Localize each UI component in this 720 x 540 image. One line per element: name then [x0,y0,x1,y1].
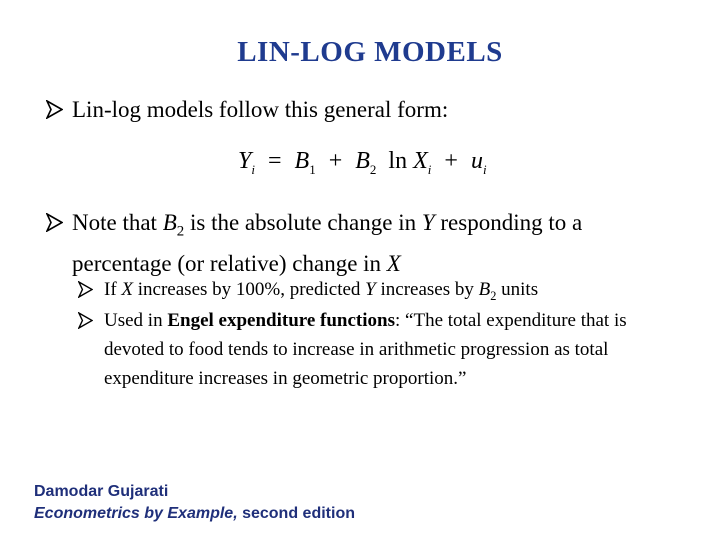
eq-b1: B [294,148,310,174]
text-run: Note that [72,210,163,235]
eq-x: X [413,148,428,174]
var-b-sub: 2 [176,223,185,240]
eq-b2: B [355,148,370,174]
text-run: units [496,279,539,300]
footer-book-title: Econometrics by Example, [34,505,238,522]
eq-plus-1: + [328,148,343,174]
var-y: Y [421,210,435,235]
eq-y: Y [238,148,252,174]
arrow-bullet-icon [78,312,95,329]
arrow-bullet-icon [46,100,63,119]
footer-citation [34,481,355,525]
bullet-text: Lin-log models follow this general form: [72,97,449,122]
var-y: Y [365,279,376,300]
var-b: B [162,210,177,235]
eq-b1-sub: 1 [309,161,316,177]
var-b-sub: 2 [490,288,497,303]
eq-u-sub: i [482,161,487,177]
text-run: is the absolute change in [184,210,422,235]
footer-author: Damodar Gujarati [34,483,169,500]
eq-ln: ln [388,148,408,174]
footer-edition: second edition [237,505,355,522]
eq-plus-2: + [444,148,458,174]
arrow-bullet-icon [78,281,95,298]
subbullet-engel [78,306,688,393]
arrow-bullet-icon [46,213,63,232]
text-run: If [104,279,122,300]
var-b: B [478,279,491,300]
text-run: responding to a percentage (or relative) change in [72,210,583,276]
var-x: X [121,279,134,300]
bullet-general-form [46,94,448,125]
eq-y-sub: i [251,161,255,177]
bullet-text [72,207,682,279]
text-run: Used in [104,310,168,331]
eq-x-sub: i [427,161,432,177]
footer-book [34,503,355,525]
engel-term: Engel expenditure functions [167,310,396,331]
text-run: : “The total expenditure that is devoted to food tends to increase in arithmetic progression as total expenditure increases in geometric proportion.” [104,310,627,389]
text-run: increases by [375,279,479,300]
var-x: X [386,250,401,276]
slide-title: LIN-LOG MODELS [237,36,503,68]
bullet-b2-interpretation [46,207,686,279]
eq-b2-sub: 2 [369,161,377,177]
bullet-text [104,306,682,393]
lin-log-equation [238,148,487,178]
eq-u: u [470,148,483,174]
eq-equals: = [267,148,282,174]
text-run: increases by 100%, predicted [133,279,366,300]
